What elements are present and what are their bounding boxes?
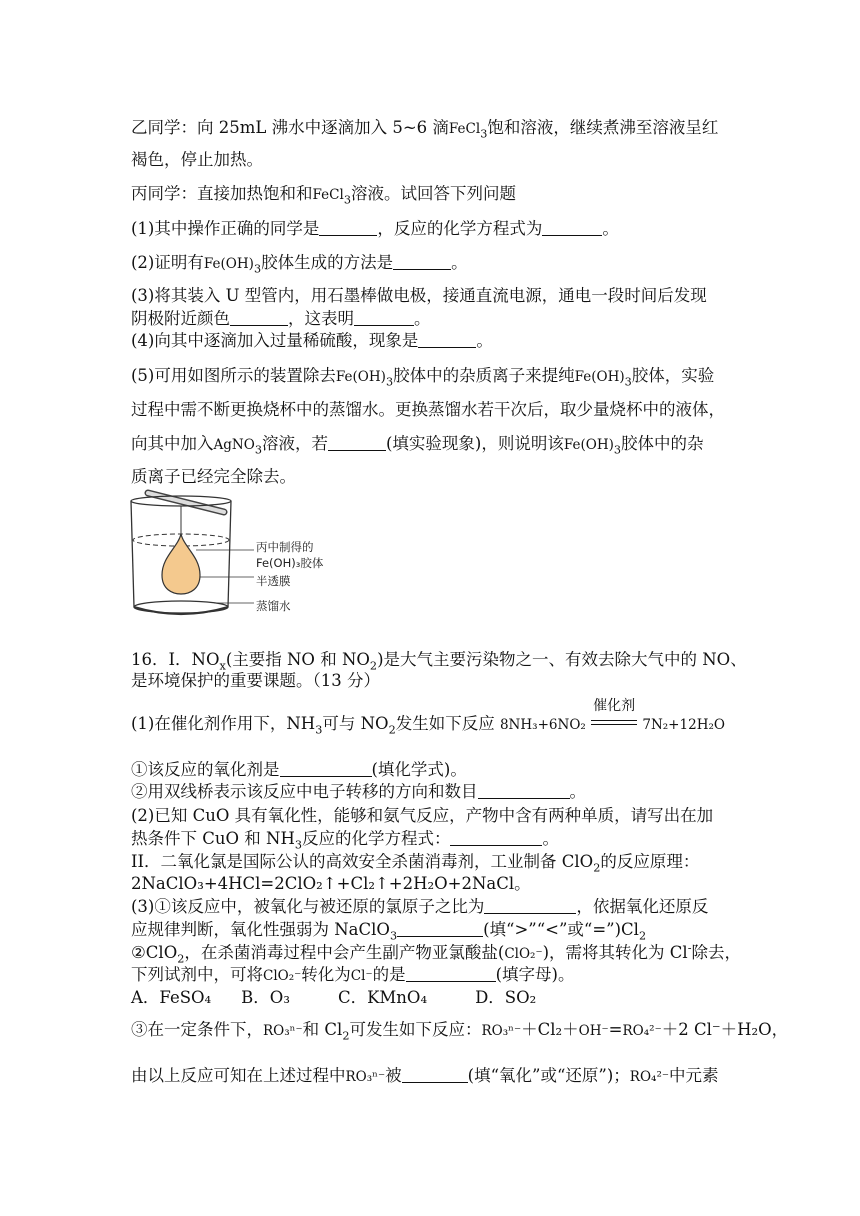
q16-sub1-c2: ②用双线桥表示该反应中电子转移的方向和数目 。: [131, 782, 586, 801]
answer-blank[interactable]: [397, 920, 483, 937]
q16-sub2-line2: 热条件下 CuO 和 $NH_3$反应的化学方程式： 。: [131, 829, 559, 852]
q16-sub1-c1: ①该反应的氧化剂是 (填化学式)。: [131, 760, 467, 779]
figure-label-4: 蒸馏水: [256, 599, 291, 613]
q15-part3-line1: (3)将其装入 U 型管内，用石墨棒做电极，接通直流电源，通电一段时间后发现: [131, 286, 707, 305]
q15-part1: (1)其中操作正确的同学是 ，反应的化学方程式为 。: [131, 219, 619, 238]
catalyst-arrow: 催化剂: [591, 714, 637, 734]
option-a: A．FeSO₄: [131, 988, 212, 1007]
answer-blank[interactable]: [450, 829, 542, 846]
answer-blank[interactable]: [418, 331, 476, 348]
answer-blank[interactable]: [319, 219, 377, 236]
q16-sub2-line1: (2)已知 CuO 具有氧化性，能够和氨气反应，产物中含有两种单质，请写出在加: [131, 806, 714, 825]
answer-blank[interactable]: [478, 782, 570, 799]
dialysis-figure: [124, 487, 344, 622]
answer-blank[interactable]: [542, 219, 602, 236]
option-c: C．KMnO₄: [337, 988, 428, 1007]
q16-ii-equation: 2NaClO₃+4HCl=2ClO₂↑+Cl₂↑+2H₂O+2NaCl。: [131, 874, 531, 893]
answer-blank[interactable]: [393, 253, 451, 270]
q15-part3-line2: 阴极附近颜色 ，这表明 。: [131, 309, 431, 328]
q16-sub3-line4: 下列试剂中，可将ClO₂⁻转化为Cl⁻的是 (填字母)。: [131, 965, 575, 984]
answer-blank[interactable]: [484, 897, 576, 914]
answer-blank[interactable]: [402, 1066, 468, 1083]
q16-sub3-line3: ②ClO$_2$，在杀菌消毒过程中会产生副产物亚氯酸盐(ClO₂⁻)，需将其转化为 Cl-除去，: [131, 941, 741, 966]
option-d: D．SO₂: [475, 988, 537, 1007]
answer-blank[interactable]: [354, 309, 414, 326]
q15-yi-line2: 褐色，停止加热。: [131, 150, 263, 169]
q15-part5-line2: 过程中需不断更换烧杯中的蒸馏水。更换蒸馏水若干次后，取少量烧杯中的液体，: [131, 400, 725, 419]
equation-left: 8NH₃+6NO₂: [499, 717, 586, 733]
answer-blank[interactable]: [280, 760, 372, 777]
q16-sub1: (1)在催化剂作用下，$NH_3$可与 $NO_2$发生如下反应 8NH₃+6NO₂ 催化剂 7N₂+12H₂O: [131, 698, 725, 737]
figure-label-2: Fe(OH)₃胶体: [256, 556, 324, 570]
q15-yi-line1: 乙同学：向 25mL 沸水中逐滴加入 5~6 滴FeCl$_3$饱和溶液，继续煮沸至溶液呈红: [131, 118, 719, 141]
q15-part2: (2)证明有$Fe(OH)_3$胶体生成的方法是 。: [131, 253, 468, 276]
q16-header-line2: 是环境保护的重要课题。（13 分）: [131, 671, 380, 690]
answer-blank[interactable]: [328, 434, 386, 451]
q16-sub3-line6: ③在一定条件下，RO₃ⁿ⁻和 $Cl_2$可发生如下反应：RO₃ⁿ⁻＋Cl₂＋OH⁻=RO₄²⁻＋2 Cl⁻＋H₂O，: [131, 1020, 789, 1043]
q15-bing-line: 丙同学：直接加热饱和和FeCl$_3$溶液。试回答下列问题: [131, 184, 516, 207]
q15-part5-line1: (5)可用如图所示的装置除去$Fe(OH)_3$胶体中的杂质离子来提纯$Fe(OH)_3$胶体，实验: [131, 366, 715, 389]
equation-right: 7N₂+12H₂O: [642, 717, 725, 733]
q16-options: [131, 988, 536, 1008]
q15-part4: (4)向其中逐滴加入过量稀硫酸，现象是 。: [131, 331, 493, 350]
answer-blank[interactable]: [230, 309, 288, 326]
q15-part5-line3: 向其中加入AgNO$_3$溶液，若 (填实验现象)，则说明该$Fe(OH)_3$胶体中的杂: [131, 434, 704, 457]
q16-sub3-line2: 应规律判断，氧化性强弱为 NaClO$_3$ (填“>”“<”或“$=”)Cl_2$: [131, 920, 647, 943]
figure-label-3: 半透膜: [256, 574, 291, 588]
answer-blank[interactable]: [406, 965, 496, 982]
q16-part-ii: II．二氧化氯是国际公认的高效安全杀菌消毒剂，工业制备 ClO$_2$的反应原理：: [131, 852, 700, 875]
figure-label-1: 丙中制得的: [256, 540, 314, 554]
q16-header-line1: 16．I．$NO_x$(主要指 NO 和 $NO_2$)是大气主要污染物之一、有效去除大气中的 NO、: [131, 650, 747, 673]
option-b: B．O₃: [241, 988, 290, 1007]
semipermeable-bag: [162, 534, 200, 594]
q16-sub3-line1: (3)①该反应中，被氧化与被还原的氯原子之比为 ，依据氧化还原反: [131, 897, 709, 916]
q16-sub3-line7: 由以上反应可知在上述过程中RO₃ⁿ⁻被 (填“氧化”或“还原”)；RO₄²⁻中元素: [131, 1066, 719, 1085]
q15-part5-line4: 质离子已经完全除去。: [131, 467, 296, 486]
